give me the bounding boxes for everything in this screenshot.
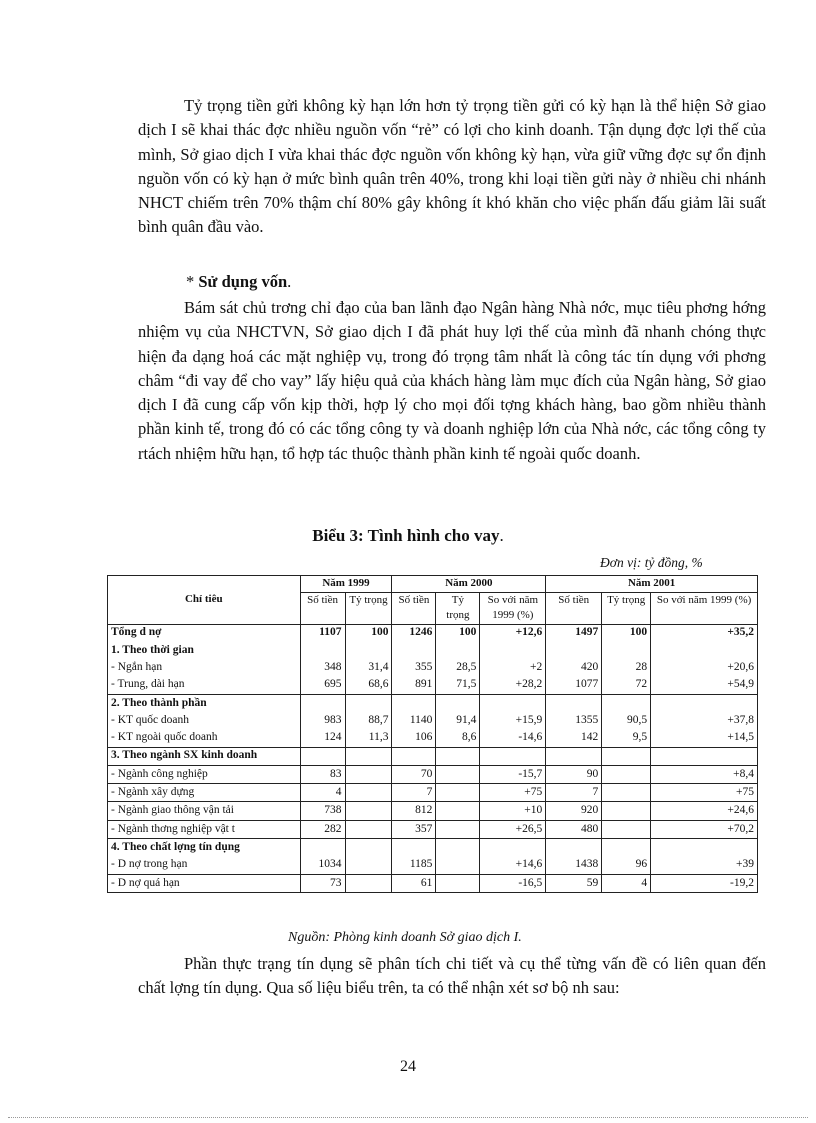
table-cell: [602, 694, 651, 712]
table-cell: 70: [392, 765, 436, 783]
table-cell: 11,3: [345, 729, 392, 747]
table-cell: [300, 642, 345, 659]
table-cell: -19,2: [651, 874, 758, 892]
table-row: [108, 659, 758, 676]
row-label: 4. Theo chất lợng tín dụng: [108, 839, 301, 857]
row-label: - D nợ quá hạn: [108, 874, 301, 892]
table-cell: +39: [651, 856, 758, 874]
table-cell: [436, 694, 480, 712]
table-cell: [300, 839, 345, 857]
table-cell: 73: [300, 874, 345, 892]
row-label: 1. Theo thời gian: [108, 642, 301, 659]
table-row: [108, 747, 758, 765]
table-row: [108, 802, 758, 820]
table-cell: 1355: [546, 712, 602, 729]
table-cell: [480, 642, 546, 659]
table-cell: 1497: [546, 624, 602, 642]
table-cell: 100: [345, 624, 392, 642]
table-cell: 1185: [392, 856, 436, 874]
table-row: [108, 839, 758, 857]
table-title: [0, 526, 816, 546]
table-cell: 68,6: [345, 676, 392, 694]
table-cell: 8,6: [436, 729, 480, 747]
row-label: - KT quốc doanh: [108, 712, 301, 729]
table-cell: 100: [602, 624, 651, 642]
heading-bullet: *: [186, 272, 199, 291]
table-title-text: Biểu 3: Tình hình cho vay: [312, 526, 500, 545]
table-cell: 1246: [392, 624, 436, 642]
table-cell: 420: [546, 659, 602, 676]
table-cell: +14,6: [480, 856, 546, 874]
table-cell: 4: [300, 784, 345, 802]
footer-divider: [8, 1117, 808, 1118]
table-cell: [651, 839, 758, 857]
table-cell: 357: [392, 820, 436, 838]
table-cell: +20,6: [651, 659, 758, 676]
table-cell: 7: [392, 784, 436, 802]
heading-period: .: [287, 272, 292, 291]
year-header-2000: Năm 2000: [392, 576, 546, 593]
table-cell: 142: [546, 729, 602, 747]
table-cell: [602, 765, 651, 783]
share-header: Tỷ trọng: [602, 592, 651, 624]
table-cell: 59: [546, 874, 602, 892]
loan-status-table: [107, 575, 758, 893]
amount-header: Số tiền: [546, 592, 602, 624]
table-cell: [436, 802, 480, 820]
table-cell: +37,8: [651, 712, 758, 729]
row-label: - KT ngoài quốc doanh: [108, 729, 301, 747]
table-cell: [602, 820, 651, 838]
table-cell: 1107: [300, 624, 345, 642]
table-cell: [480, 839, 546, 857]
table-cell: [345, 856, 392, 874]
table-cell: 28: [602, 659, 651, 676]
table-cell: [436, 765, 480, 783]
table-cell: [602, 747, 651, 765]
table-cell: 124: [300, 729, 345, 747]
table-cell: 31,4: [345, 659, 392, 676]
table-cell: 96: [602, 856, 651, 874]
table-cell: 91,4: [436, 712, 480, 729]
table-row: [108, 874, 758, 892]
vs-1999-header: So với năm 1999 (%): [480, 592, 546, 624]
table-cell: [546, 642, 602, 659]
table-row: [108, 729, 758, 747]
table-cell: +10: [480, 802, 546, 820]
table-cell: 83: [300, 765, 345, 783]
table-cell: [345, 747, 392, 765]
table-cell: 480: [546, 820, 602, 838]
amount-header: Số tiền: [300, 592, 345, 624]
table-cell: +26,5: [480, 820, 546, 838]
table-cell: 355: [392, 659, 436, 676]
table-cell: +75: [651, 784, 758, 802]
criteria-header: Chỉ tiêu: [108, 576, 301, 625]
year-header-1999: Năm 1999: [300, 576, 392, 593]
row-label: - D nợ trong hạn: [108, 856, 301, 874]
table-cell: 100: [436, 624, 480, 642]
row-label: - Ngành công nghiệp: [108, 765, 301, 783]
table-cell: [546, 694, 602, 712]
paragraph-capital-use: Bám sát chủ trơng chỉ đạo của ban lãnh đạo Ngân hàng Nhà nớc, mục tiêu phơng hớng nhiệm vụ của NHCTVN, Sở giao dịch I đã phát huy lợi thế của mình đã nhanh chóng thực hiện đa dạng hoá các mặt nghiệp vụ, trong đó trọng tâm nhất là công tác tín dụng với phơng châm “đi vay để cho vay” lấy hiệu quả của khách hàng làm mục đích của Ngân hàng, Sở giao dịch I đã cung cấp vốn kịp thời, hợp lý cho mọi đối tợng khách hàng, bao gồm nhiều thành phần kinh tế, trong đó có các tổng công ty và doanh nghiệp lớn của Nhà nớc, các tổng công ty rtách nhiệm hữu hạn, tổ hợp tác thuộc thành phần kinh tế ngoài quốc doanh.: [138, 298, 766, 463]
heading-text: Sử dụng vốn: [198, 272, 288, 291]
table-cell: 71,5: [436, 676, 480, 694]
table-cell: [651, 747, 758, 765]
row-label: - Ngành giao thông vận tải: [108, 802, 301, 820]
table-cell: 348: [300, 659, 345, 676]
table-row: [108, 624, 758, 642]
table-cell: [651, 694, 758, 712]
table-cell: 28,5: [436, 659, 480, 676]
table-row: [108, 694, 758, 712]
table-cell: +12,6: [480, 624, 546, 642]
table-row: [108, 642, 758, 659]
row-label: - Ngành xây dựng: [108, 784, 301, 802]
row-label: - Ngành thơng nghiệp vật t: [108, 820, 301, 838]
table-cell: [345, 874, 392, 892]
table-cell: [602, 784, 651, 802]
table-cell: [480, 747, 546, 765]
table-row: [108, 856, 758, 874]
vs-1999-header: So với năm 1999 (%): [651, 592, 758, 624]
row-label: Tổng d nợ: [108, 624, 301, 642]
table-cell: +75: [480, 784, 546, 802]
header-row-years: [108, 576, 758, 593]
row-label: - Trung, dài hạn: [108, 676, 301, 694]
table-cell: [436, 874, 480, 892]
table-cell: 1140: [392, 712, 436, 729]
row-label: 2. Theo thành phần: [108, 694, 301, 712]
table-cell: [436, 784, 480, 802]
table-cell: 695: [300, 676, 345, 694]
table-row: [108, 765, 758, 783]
table-cell: 4: [602, 874, 651, 892]
table-cell: -15,7: [480, 765, 546, 783]
table-body: [108, 624, 758, 892]
share-header: Tỷ trọng: [345, 592, 392, 624]
table-cell: 90: [546, 765, 602, 783]
table-cell: 282: [300, 820, 345, 838]
table-cell: [392, 839, 436, 857]
table-cell: [345, 820, 392, 838]
table-cell: [300, 747, 345, 765]
table-cell: 983: [300, 712, 345, 729]
table-cell: [602, 839, 651, 857]
year-header-2001: Năm 2001: [546, 576, 758, 593]
table-cell: [345, 784, 392, 802]
page-number: 24: [400, 1058, 416, 1075]
table-cell: 812: [392, 802, 436, 820]
table-cell: +70,2: [651, 820, 758, 838]
table-cell: [546, 839, 602, 857]
table-cell: [602, 642, 651, 659]
table-row: [108, 712, 758, 729]
table-cell: 738: [300, 802, 345, 820]
table-cell: +8,4: [651, 765, 758, 783]
table-cell: +15,9: [480, 712, 546, 729]
table-cell: 88,7: [345, 712, 392, 729]
table-cell: [436, 747, 480, 765]
table-source-note: Nguồn: Phòng kinh doanh Sở giao dịch I.: [288, 930, 522, 945]
table-cell: [392, 642, 436, 659]
table-cell: +24,6: [651, 802, 758, 820]
paragraph-credit-analysis: Phần thực trạng tín dụng sẽ phân tích chi tiết và cụ thể từng vấn đề có liên quan đến chất lợng tín dụng. Qua số liệu biểu trên, ta có thể nhận xét sơ bộ nh sau:: [138, 954, 766, 998]
table-cell: +35,2: [651, 624, 758, 642]
unit-label: Đơn vị: tỷ đồng, %: [600, 555, 703, 570]
table-cell: 61: [392, 874, 436, 892]
table-cell: 1034: [300, 856, 345, 874]
table-cell: [392, 694, 436, 712]
table-cell: [392, 747, 436, 765]
table-cell: 90,5: [602, 712, 651, 729]
table-cell: [345, 802, 392, 820]
table-cell: [436, 856, 480, 874]
table-cell: [436, 642, 480, 659]
table-cell: [345, 839, 392, 857]
table-cell: +28,2: [480, 676, 546, 694]
table-cell: +2: [480, 659, 546, 676]
table-cell: 1438: [546, 856, 602, 874]
table-cell: [436, 820, 480, 838]
table-cell: -16,5: [480, 874, 546, 892]
row-label: 3. Theo ngành SX kinh doanh: [108, 747, 301, 765]
table-cell: 920: [546, 802, 602, 820]
table-cell: 891: [392, 676, 436, 694]
table-cell: [651, 642, 758, 659]
table-cell: +14,5: [651, 729, 758, 747]
table-cell: [436, 839, 480, 857]
row-label: - Ngắn hạn: [108, 659, 301, 676]
table-title-period: .: [499, 526, 504, 545]
table-row: [108, 784, 758, 802]
table-cell: 106: [392, 729, 436, 747]
table-cell: [602, 802, 651, 820]
table-cell: [345, 765, 392, 783]
table-cell: -14,6: [480, 729, 546, 747]
table-cell: [345, 694, 392, 712]
table-cell: +54,9: [651, 676, 758, 694]
amount-header: Số tiền: [392, 592, 436, 624]
section-heading-capital-use: [186, 272, 291, 292]
table-cell: 72: [602, 676, 651, 694]
table-cell: [546, 747, 602, 765]
share-header: Tỷ trọng: [436, 592, 480, 624]
table-cell: 9,5: [602, 729, 651, 747]
table-row: [108, 820, 758, 838]
table-cell: [300, 694, 345, 712]
table-row: [108, 676, 758, 694]
table-cell: 7: [546, 784, 602, 802]
table-cell: [480, 694, 546, 712]
table-cell: [345, 642, 392, 659]
paragraph-deposit-share: Tỷ trọng tiền gửi không kỳ hạn lớn hơn tỷ trọng tiền gửi có kỳ hạn là thể hiện Sở giao dịch I sẽ khai thác đợc nhiều nguồn vốn “rẻ” có lợi cho kinh doanh. Tận dụng đợc lợi thế của mình, Sở giao dịch I vừa khai thác đợc nguồn vốn không kỳ hạn, vừa giữ vững đợc sự ổn định nguồn vốn có kỳ hạn ở mức bình quân trên 40%, trong khi loại tiền gửi này ở nhiều chi nhánh NHCT chiếm trên 70% thậm chí 80% gây không ít khó khăn cho việc phấn đấu giảm lãi suất bình quân đầu vào.: [138, 96, 766, 237]
table-cell: 1077: [546, 676, 602, 694]
